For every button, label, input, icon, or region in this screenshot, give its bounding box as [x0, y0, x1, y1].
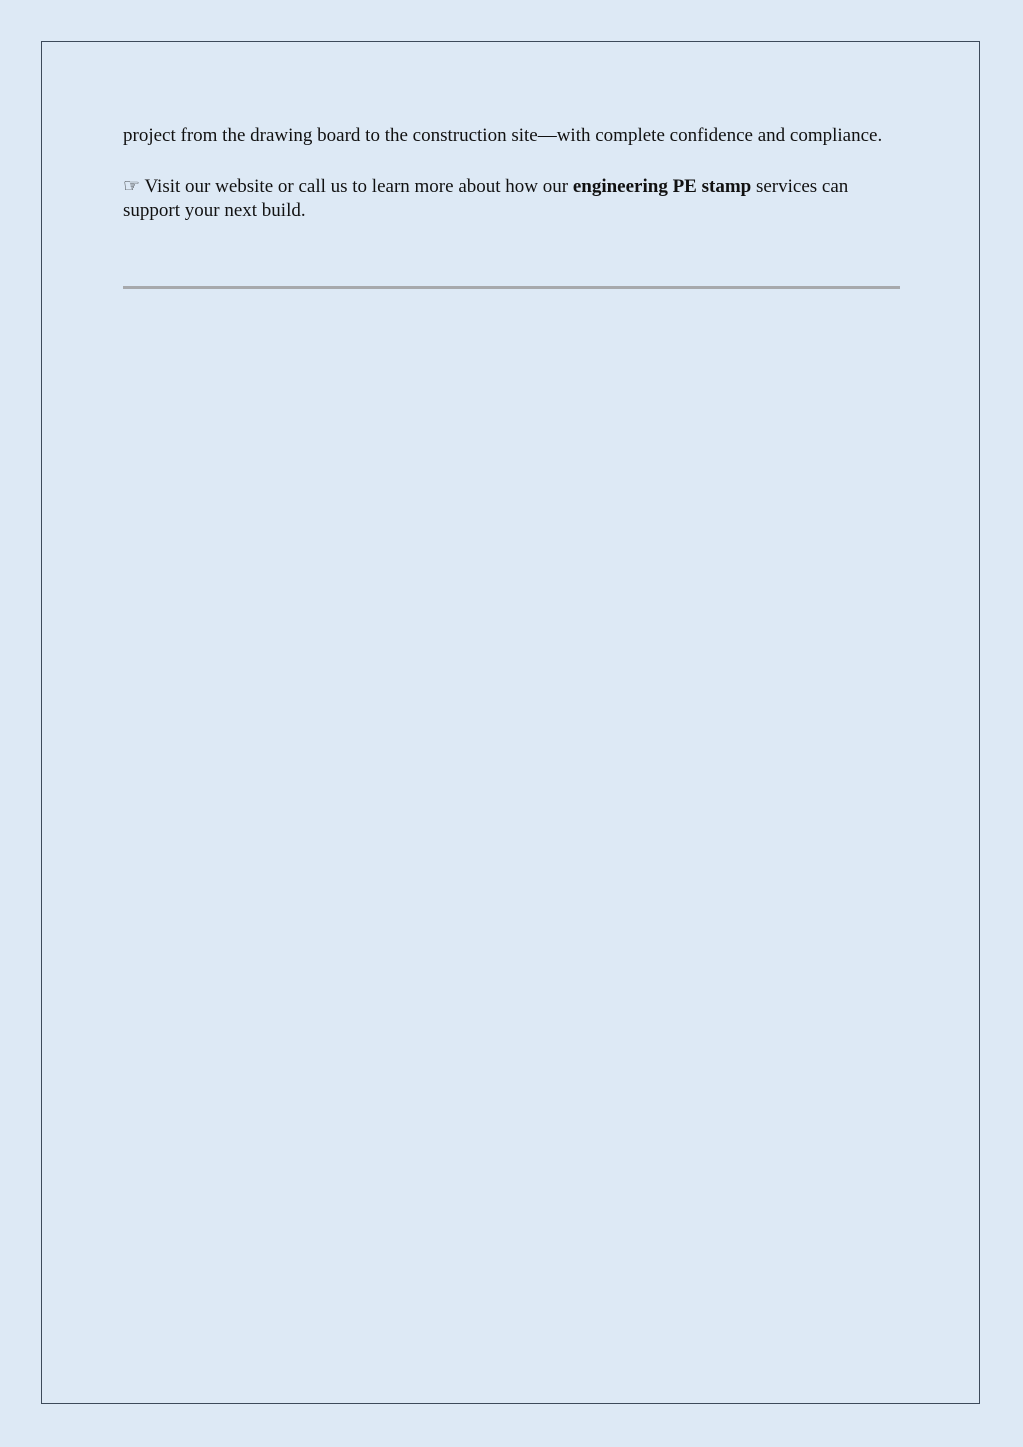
- cta-bold-keyword: engineering PE stamp: [572, 175, 752, 197]
- document-body: [123, 124, 900, 224]
- call-to-action-paragraph: [123, 175, 900, 224]
- page-frame: [41, 41, 980, 1404]
- pointing-hand-icon: ☞: [123, 175, 141, 197]
- cta-text-before: Visit our website or call us to learn more about how our: [140, 175, 573, 197]
- cta-text-after: services can support your next build.: [123, 175, 849, 221]
- horizontal-divider: [123, 286, 900, 289]
- intro-paragraph: project from the drawing board to the construction site—with complete confidence and compliance.: [123, 125, 883, 146]
